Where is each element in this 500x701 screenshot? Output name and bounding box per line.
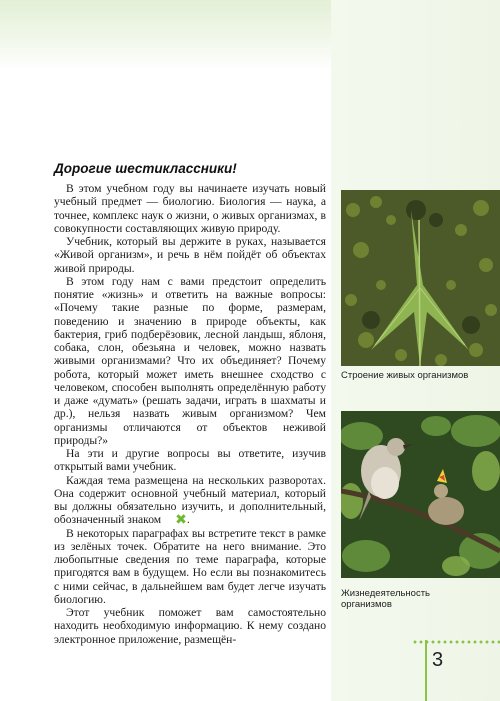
paragraph-6: В некоторых параграфах вы встретите текст в рамке из зелёных точек. Обратите на него внимание. Это любопытные сведения по теме параграфа, которые пригодятся вам в будущем. Но если вы познакомитесь с ними сейчас, в дальнейшем вам будет легче изучать биологию. <box>54 526 326 606</box>
arrowhead-plant-image <box>341 190 500 366</box>
paragraph-7: Этот учебник поможет вам самостоятельно находить необходимую информацию. К нему создано электронное приложение, размещён- <box>54 606 326 646</box>
paragraph-2: Учебник, который вы держите в руках, называется «Живой организм», и речь в нём пойдёт об объектах живой природы. <box>54 235 326 275</box>
paragraph-1: В этом учебном году вы начинаете изучать новый учебный предмет — биологию. Биология — наука, а точнее, комплекс наук о жизни, о живых организмах, в совокупности составляющих живую природу. <box>54 182 326 235</box>
paragraph-5-text: Каждая тема размещена на нескольких разворотах. Она содержит основной учебный материал, который вы должны обязательно изучить, и дополнительный, обозначенный знаком <box>54 473 326 527</box>
paragraph-3: В этом году нам с вами предстоит определить понятие «жизнь» и ответить на важные вопросы: «Почему такие разные по форме, размерам, поведению и значению в природе объекты, как бактерия, гриб подберёзовик, лесной ландыш, яблоня, собака, слон, обезьяна и человек, можно назвать живыми организмами? Что их объединяет? Почему робота, который может иметь внешнее сходство с человеком, способен выполнять определённую работу и даже «думать» (решать задачи, играть в шахматы и др.), нельзя назвать живым организмом? Чем организмы отличаются от объектов неживой природы?» <box>54 274 326 447</box>
page-number: 3 <box>432 649 444 671</box>
supplementary-marker-icon: ✖ <box>175 512 187 529</box>
page-heading: Дорогие шестиклассники! <box>54 161 237 176</box>
caption-plant-structure: Строение живых организмов <box>341 370 469 381</box>
paragraph-4: На эти и другие вопросы вы ответите, изучив открытый вами учебник. <box>54 447 326 474</box>
bird-nest-image <box>341 411 500 578</box>
caption-bird-feeding: Жизнедеятельность организмов <box>341 588 431 610</box>
page-number-rule <box>425 640 427 701</box>
photo-plant-structure <box>341 190 500 366</box>
paragraph-5: Каждая тема размещена на нескольких разворотах. Она содержит основной учебный материал, который вы должны обязательно изучить, и дополнительный, обозначенный знаком ✖. <box>54 473 326 529</box>
body-text <box>54 182 326 646</box>
photo-bird-feeding <box>341 411 500 578</box>
